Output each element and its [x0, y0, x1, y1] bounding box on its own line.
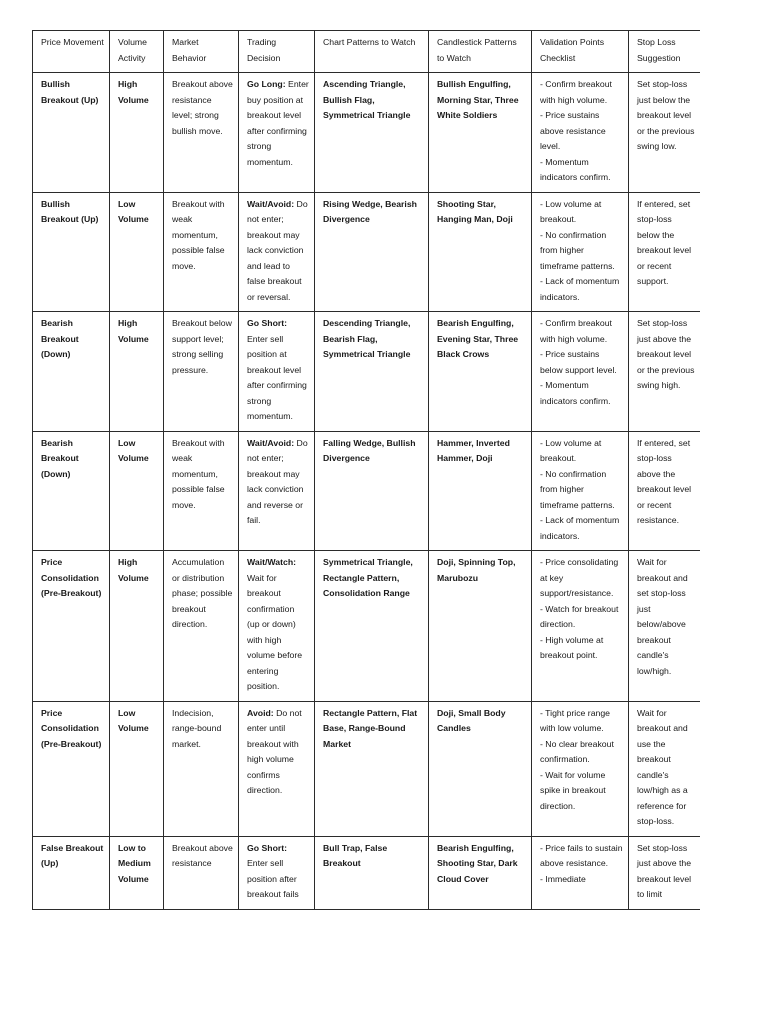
- checklist-item: - Price sustains below support level.: [540, 349, 617, 375]
- decision-text: Do not enter; breakout may lack conviction and reverse or fail.: [247, 437, 308, 525]
- checklist-item: - Momentum indicators confirm.: [540, 380, 611, 406]
- header-chart-patterns: Chart Patterns to Watch: [315, 31, 429, 73]
- checklist-item: - Lack of momentum indicators.: [540, 515, 620, 541]
- candlestick-patterns-cell: Doji, Small Body Candles: [429, 701, 532, 836]
- decision-text: Do not enter; breakout may lack conviction and lead to false breakout or reversal.: [247, 198, 308, 302]
- document-page: [32, 30, 700, 1024]
- market-behavior-cell: Breakout above resistance level; strong bullish move.: [164, 73, 239, 193]
- table-row: [33, 431, 701, 551]
- decision-text: Enter sell position after breakout fails: [247, 858, 299, 899]
- validation-checklist-cell: [532, 312, 629, 432]
- stop-loss-cell: If entered, set stop-loss above the breakout level or recent resistance.: [629, 431, 701, 551]
- checklist-item: - High volume at breakout point.: [540, 634, 604, 660]
- decision-keyword: Wait/Watch:: [247, 557, 297, 567]
- candlestick-patterns-cell: Shooting Star, Hanging Man, Doji: [429, 192, 532, 312]
- checklist-item: - No clear breakout confirmation.: [540, 738, 614, 764]
- decision-keyword: Go Short:: [247, 318, 288, 328]
- decision-text: Enter buy position at breakout level after confirming strong momentum.: [247, 79, 309, 167]
- table-row: [33, 73, 701, 193]
- validation-checklist-cell: [532, 431, 629, 551]
- trading-decision-cell: [239, 312, 315, 432]
- chart-patterns-cell: Bull Trap, False Breakout: [315, 836, 429, 909]
- market-behavior-cell: Breakout with weak momentum, possible false move.: [164, 431, 239, 551]
- validation-checklist-cell: [532, 73, 629, 193]
- header-market-behavior: Market Behavior: [164, 31, 239, 73]
- price-movement-cell: Bearish Breakout (Down): [33, 312, 110, 432]
- market-behavior-cell: Breakout above resistance: [164, 836, 239, 909]
- volume-activity-cell: Low Volume: [110, 192, 164, 312]
- market-behavior-cell: Breakout with weak momentum, possible false move.: [164, 192, 239, 312]
- chart-patterns-cell: Rectangle Pattern, Flat Base, Range-Bound Market: [315, 701, 429, 836]
- header-volume-activity: Volume Activity: [110, 31, 164, 73]
- checklist-item: - Low volume at breakout.: [540, 437, 602, 463]
- header-trading-decision: Trading Decision: [239, 31, 315, 73]
- trading-decision-cell: [239, 551, 315, 702]
- chart-patterns-cell: Ascending Triangle, Bullish Flag, Symmetrical Triangle: [315, 73, 429, 193]
- price-movement-cell: Bullish Breakout (Up): [33, 73, 110, 193]
- validation-checklist-cell: [532, 701, 629, 836]
- price-movement-cell: Bullish Breakout (Up): [33, 192, 110, 312]
- checklist-item: - Price sustains above resistance level.: [540, 110, 606, 151]
- volume-activity-cell: Low to Medium Volume: [110, 836, 164, 909]
- table-row: [33, 551, 701, 702]
- checklist-item: - Price consolidating at key support/resistance.: [540, 557, 619, 598]
- checklist-item: - Confirm breakout with high volume.: [540, 318, 612, 344]
- stop-loss-cell: Set stop-loss just above the breakout level to limit: [629, 836, 701, 909]
- candlestick-patterns-cell: Doji, Spinning Top, Marubozu: [429, 551, 532, 702]
- trading-decision-cell: [239, 73, 315, 193]
- trading-decision-cell: [239, 836, 315, 909]
- checklist-item: - Tight price range with low volume.: [540, 707, 611, 733]
- price-movement-cell: Bearish Breakout (Down): [33, 431, 110, 551]
- chart-patterns-cell: Descending Triangle, Bearish Flag, Symmetrical Triangle: [315, 312, 429, 432]
- volume-activity-cell: Low Volume: [110, 701, 164, 836]
- checklist-item: - Immediate: [540, 873, 586, 884]
- market-behavior-cell: Indecision, range-bound market.: [164, 701, 239, 836]
- checklist-item: - Price fails to sustain above resistance.: [540, 842, 623, 868]
- decision-keyword: Go Short:: [247, 842, 288, 853]
- table-header-row: [33, 31, 701, 73]
- trading-decision-cell: [239, 701, 315, 836]
- table-row: [33, 312, 701, 432]
- stop-loss-cell: Wait for breakout and use the breakout candle's low/high as a reference for stop-loss.: [629, 701, 701, 836]
- chart-patterns-cell: Symmetrical Triangle, Rectangle Pattern, Consolidation Range: [315, 551, 429, 702]
- decision-keyword: Wait/Avoid:: [247, 437, 295, 448]
- price-movement-cell: False Breakout (Up): [33, 836, 110, 909]
- candlestick-patterns-cell: Bullish Engulfing, Morning Star, Three White Soldiers: [429, 73, 532, 193]
- decision-keyword: Wait/Avoid:: [247, 198, 295, 209]
- price-movement-cell: Price Consolidation (Pre-Breakout): [33, 551, 110, 702]
- stop-loss-cell: Set stop-loss just above the breakout level or the previous swing high.: [629, 312, 701, 432]
- table-row: [33, 701, 701, 836]
- checklist-item: - Low volume at breakout.: [540, 198, 602, 224]
- decision-keyword: Avoid:: [247, 707, 274, 718]
- checklist-item: - Lack of momentum indicators.: [540, 276, 620, 302]
- volume-activity-cell: High Volume: [110, 551, 164, 702]
- volume-activity-cell: Low Volume: [110, 431, 164, 551]
- market-behavior-cell: Breakout below support level; strong selling pressure.: [164, 312, 239, 432]
- validation-checklist-cell: [532, 836, 629, 909]
- price-movement-cell: Price Consolidation (Pre-Breakout): [33, 701, 110, 836]
- validation-checklist-cell: [532, 551, 629, 702]
- header-price-movement: Price Movement: [33, 31, 110, 73]
- candlestick-patterns-cell: Hammer, Inverted Hammer, Doji: [429, 431, 532, 551]
- volume-activity-cell: High Volume: [110, 73, 164, 193]
- decision-keyword: Go Long:: [247, 79, 286, 89]
- table-row: [33, 192, 701, 312]
- header-candlestick-patterns: Candlestick Patterns to Watch: [429, 31, 532, 73]
- header-stop-loss: Stop Loss Suggestion: [629, 31, 701, 73]
- stop-loss-cell: Wait for breakout and set stop-loss just below/above breakout candle's low/high.: [629, 551, 701, 702]
- checklist-item: - No confirmation from higher timeframe patterns.: [540, 229, 615, 271]
- market-behavior-cell: Accumulation or distribution phase; possible breakout direction.: [164, 551, 239, 702]
- header-validation-checklist: Validation Points Checklist: [532, 31, 629, 73]
- decision-text: Do not enter until breakout with high volume confirms direction.: [247, 707, 302, 795]
- decision-text: Enter sell position at breakout level after confirming strong momentum.: [247, 333, 307, 421]
- validation-checklist-cell: [532, 192, 629, 312]
- candlestick-patterns-cell: Bearish Engulfing, Evening Star, Three Black Crows: [429, 312, 532, 432]
- checklist-item: - Confirm breakout with high volume.: [540, 79, 612, 105]
- checklist-item: - No confirmation from higher timeframe patterns.: [540, 468, 615, 510]
- chart-patterns-cell: Falling Wedge, Bullish Divergence: [315, 431, 429, 551]
- checklist-item: - Watch for breakout direction.: [540, 603, 619, 629]
- checklist-item: - Momentum indicators confirm.: [540, 156, 611, 182]
- volume-activity-cell: High Volume: [110, 312, 164, 432]
- stop-loss-cell: Set stop-loss just below the breakout level or the previous swing low.: [629, 73, 701, 193]
- checklist-item: - Wait for volume spike in breakout direction.: [540, 769, 606, 811]
- trading-decision-table: [32, 30, 700, 910]
- decision-text: Wait for breakout confirmation (up or down) with high volume before entering position.: [247, 572, 303, 691]
- chart-patterns-cell: Rising Wedge, Bearish Divergence: [315, 192, 429, 312]
- trading-decision-cell: [239, 431, 315, 551]
- table-row: [33, 836, 701, 909]
- trading-decision-cell: [239, 192, 315, 312]
- candlestick-patterns-cell: Bearish Engulfing, Shooting Star, Dark Cloud Cover: [429, 836, 532, 909]
- stop-loss-cell: If entered, set stop-loss below the breakout level or recent support.: [629, 192, 701, 312]
